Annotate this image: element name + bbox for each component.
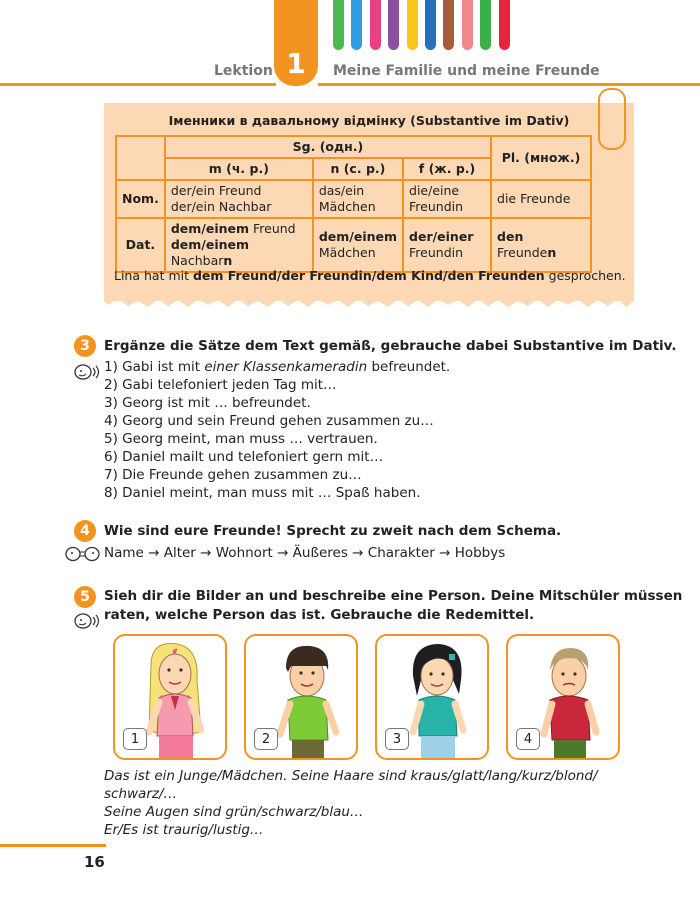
header-stripe	[425, 0, 436, 50]
header-stripe	[480, 0, 491, 50]
exercise-3-line: 7) Die Freunde gehen zusammen zu…	[104, 467, 362, 483]
exercise-3-line: 6) Daniel mailt und telefoniert gern mit…	[104, 449, 384, 465]
dat-pl-ending: n	[547, 245, 557, 260]
dat-f-noun: Freundin	[409, 245, 464, 260]
grammar-box	[104, 103, 634, 301]
dat-n-noun: Mädchen	[318, 245, 376, 260]
nom-m-1: der/ein Freund	[170, 183, 262, 198]
paperclip-icon	[598, 88, 626, 150]
dat-pl-cell	[491, 218, 591, 272]
header-rule-right	[318, 83, 700, 86]
dat-f-cell	[403, 218, 491, 272]
header-stripe	[333, 0, 344, 50]
line-1-end: befreundet.	[367, 359, 451, 375]
speaking-icon	[72, 611, 102, 631]
dat-m-2-ending: n	[223, 253, 233, 268]
exercise-3-line: 3) Georg ist mit … befreundet.	[104, 395, 311, 411]
torn-edge	[104, 295, 634, 309]
lesson-title: Meine Familie und meine Freunde	[333, 63, 600, 79]
m-header: m (ч. р.)	[165, 158, 313, 180]
nom-n-cell	[313, 180, 403, 218]
nom-label: Nom.	[116, 180, 165, 218]
picture-card-4	[506, 634, 620, 760]
picture-card-1	[113, 634, 227, 760]
nom-f-cell	[403, 180, 491, 218]
grammar-example-sentence	[114, 268, 626, 283]
exercise-5-task-line-2: raten, welche Person das ist. Gebrauche die Redemittel.	[104, 607, 535, 623]
exercise-4-task: Wie sind eure Freunde! Sprecht zu zweit nach dem Schema.	[104, 523, 562, 539]
lesson-number-tab	[274, 0, 318, 86]
header-stripe	[370, 0, 381, 50]
exercise-4-schema: Name → Alter → Wohnort → Äußeres → Charakter → Hobbys	[104, 545, 506, 561]
exercise-5-number: 5	[74, 586, 96, 608]
dat-n-cell	[313, 218, 403, 272]
picture-card-3	[375, 634, 489, 760]
sentence-start: Lina hat mit	[114, 268, 193, 283]
nom-m-2: der/ein Nachbar	[170, 199, 272, 214]
dat-n-article: dem/einem	[318, 229, 398, 244]
picture-number-4: 4	[516, 728, 540, 750]
dat-f-article: der/einer	[409, 229, 474, 244]
sentence-bold: dem Freund/der Freundin/dem Kind/den Freunden	[192, 268, 545, 283]
line-1-example: einer Klassenkameradin	[204, 359, 368, 375]
header-stripe	[499, 0, 510, 50]
nom-n-1: das/ein	[318, 183, 365, 198]
header-stripe	[351, 0, 362, 50]
header-stripe	[407, 0, 418, 50]
sg-header: Sg. (одн.)	[165, 136, 491, 158]
exercise-3-line-1	[104, 358, 450, 376]
header-stripe	[443, 0, 454, 50]
f-header: f (ж. р.)	[403, 158, 491, 180]
redemittel-line: schwarz/…	[104, 786, 178, 802]
dat-m-cell	[165, 218, 313, 272]
dat-m-1-article: dem/einem	[170, 221, 250, 236]
exercise-4-number: 4	[74, 520, 96, 542]
header-rule-left	[0, 83, 276, 86]
page-number: 16	[84, 853, 105, 871]
redemittel-line: Das ist ein Junge/Mädchen. Seine Haare sind kraus/glatt/lang/kurz/blond/	[104, 768, 598, 784]
nom-m-cell	[165, 180, 313, 218]
grammar-title: Іменники в давальному відмінку (Substantive im Dativ)	[168, 113, 570, 128]
dialogue-icon	[64, 544, 102, 564]
header-stripe	[462, 0, 473, 50]
lektion-label: Lektion	[214, 63, 273, 79]
dat-label: Dat.	[116, 218, 165, 272]
picture-number-3: 3	[385, 728, 409, 750]
exercise-5-task-line-1: Sieh dir die Bilder an und beschreibe eine Person. Deine Mitschüler müssen	[104, 588, 683, 604]
header-stripe	[388, 0, 399, 50]
sentence-end: gesprochen.	[544, 268, 626, 283]
nom-pl-cell: die Freunde	[491, 180, 591, 218]
exercise-3-line: 4) Georg und sein Freund gehen zusammen zu…	[104, 413, 434, 429]
nom-f-2: Freundin	[409, 199, 464, 214]
exercise-3-task: Ergänze die Sätze dem Text gemäß, gebrauche dabei Substantive im Dativ.	[104, 338, 677, 354]
redemittel-line: Seine Augen sind grün/schwarz/blau…	[104, 804, 364, 820]
picture-card-2	[244, 634, 358, 760]
nom-n-2: Mädchen	[318, 199, 376, 214]
dat-m-1-noun: Freund	[249, 221, 296, 236]
exercise-3-line: 8) Daniel meint, man muss mit … Spaß haben.	[104, 485, 421, 501]
exercise-3-number: 3	[74, 335, 96, 357]
dat-m-2-article: dem/einem	[170, 237, 250, 252]
exercise-3-line: 5) Georg meint, man muss … vertrauen.	[104, 431, 378, 447]
n-header: n (с. р.)	[313, 158, 403, 180]
exercise-3-line: 2) Gabi telefoniert jeden Tag mit…	[104, 377, 337, 393]
dativ-table	[115, 135, 592, 273]
lesson-number: 1	[286, 47, 306, 80]
redemittel-line: Er/Es ist traurig/lustig…	[104, 822, 264, 838]
dat-pl-noun: Freunde	[497, 245, 548, 260]
picture-number-1: 1	[123, 728, 147, 750]
footer-rule	[0, 844, 106, 847]
speaking-pair-icon	[72, 362, 102, 382]
pl-header: Pl. (множ.)	[491, 136, 591, 180]
dat-m-2-noun: Nachbar	[170, 253, 224, 268]
nom-f-1: die/eine	[409, 183, 460, 198]
picture-number-2: 2	[254, 728, 278, 750]
line-1-start: 1) Gabi ist mit	[104, 359, 205, 375]
dat-pl-article: den	[497, 229, 524, 244]
